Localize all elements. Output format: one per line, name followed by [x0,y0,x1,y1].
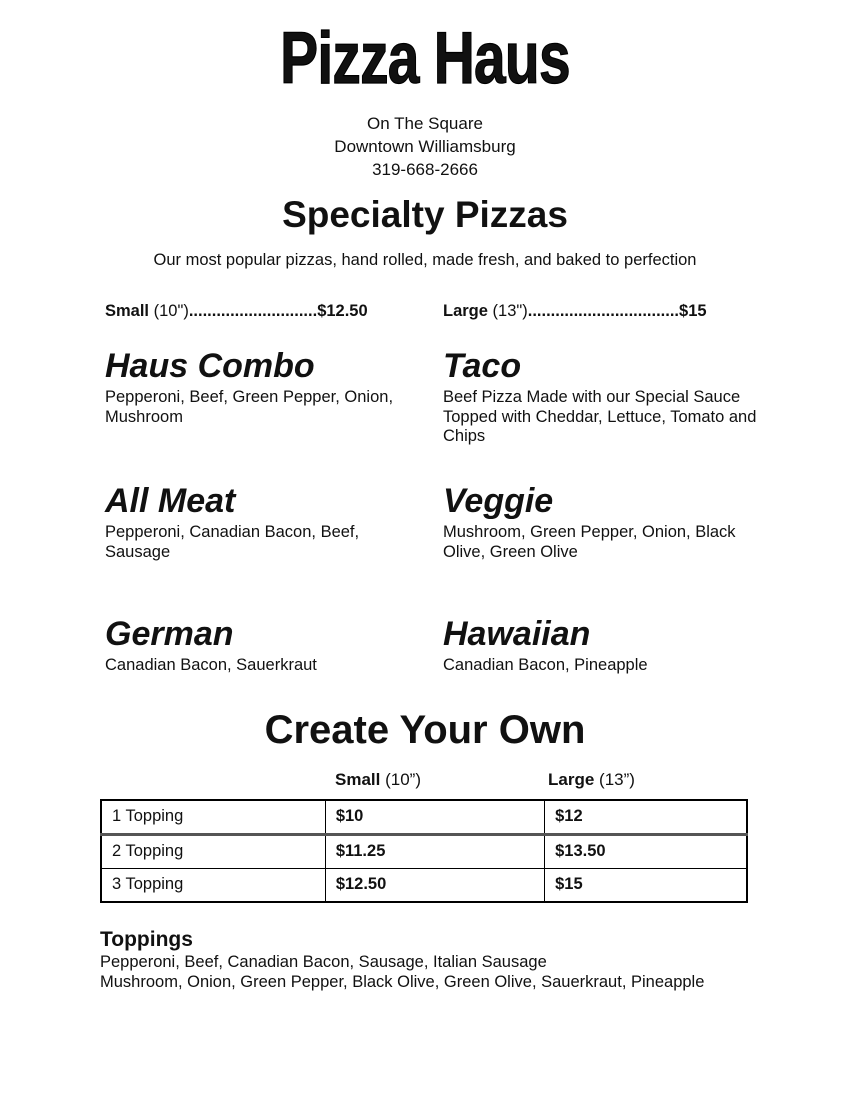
pizza-description: Canadian Bacon, Pineapple [443,656,648,674]
size-name-large: Large [443,302,488,320]
dot-leader: ............................ [188,302,318,320]
pizza-item-all-meat [105,481,405,562]
price-small: $12.50 [317,302,368,320]
pizza-item-veggie [443,481,758,562]
pizza-name: German [105,615,234,653]
table-column-header-small [335,770,421,790]
address-line-1: On The Square [367,114,483,133]
large-price-cell: $12 [545,800,747,834]
toppings-heading: Toppings [100,928,193,951]
pizza-item-hawaiian [443,614,758,676]
toppings-line-1: Pepperoni, Beef, Canadian Bacon, Sausage, Italian Sausage [100,953,547,971]
pizza-item-haus-combo [105,346,405,427]
pizza-description: Beef Pizza Made with our Special Sauce Topped with Cheddar, Lettuce, Tomato and Chips [443,388,757,445]
phone-number: 319-668-2666 [372,160,478,179]
price-large: $15 [679,302,707,320]
table-size-header [0,770,850,792]
table-column-header-large [548,770,635,790]
pizza-name: Veggie [443,482,554,520]
large-price-cell: $13.50 [545,834,747,868]
size-name-small: Small [105,302,150,320]
toppings-section [100,926,780,992]
specialty-price-large [443,302,707,321]
restaurant-title: Pizza Haus [280,18,570,99]
column-size-name: Large [548,770,595,789]
pricing-table [100,799,748,903]
address-line-2: Downtown Williamsburg [334,137,516,156]
pizza-name: Hawaiian [443,615,591,653]
specialty-price-row [0,302,850,324]
specialty-pizzas-heading: Specialty Pizzas [282,194,568,235]
dot-leader: ................................. [527,302,680,320]
toppings-line-2: Mushroom, Onion, Green Pepper, Black Olive, Green Olive, Sauerkraut, Pineapple [100,972,705,991]
table-row [101,868,747,902]
small-price-cell: $10 [325,800,544,834]
specialty-pizzas-subtitle: Our most popular pizzas, hand rolled, made fresh, and baked to perfection [153,251,697,269]
create-your-own-heading: Create Your Own [264,708,586,752]
pizza-item-german [105,614,405,676]
specialty-price-small [105,302,368,321]
size-detail-large: (13") [492,302,528,320]
pizza-name: All Meat [105,482,236,520]
restaurant-address [0,112,850,181]
table-row [101,834,747,868]
pizza-description: Canadian Bacon, Sauerkraut [105,656,317,674]
small-price-cell: $11.25 [325,834,544,868]
pizza-description: Pepperoni, Canadian Bacon, Beef, Sausage [105,523,360,561]
small-price-cell: $12.50 [325,868,544,902]
table-row [101,800,747,834]
topping-count-cell: 1 Topping [101,800,325,834]
column-size-detail: (13”) [599,770,635,789]
column-size-name: Small [335,770,381,789]
size-detail-small: (10") [153,302,189,320]
pizza-description: Mushroom, Green Pepper, Onion, Black Olive, Green Olive [443,523,736,561]
pizza-name: Taco [443,347,522,385]
pizza-item-taco [443,346,758,447]
topping-count-cell: 2 Topping [101,834,325,868]
pizza-name: Haus Combo [105,347,315,385]
large-price-cell: $15 [545,868,747,902]
pizza-description: Pepperoni, Beef, Green Pepper, Onion, Mushroom [105,388,394,426]
column-size-detail: (10”) [385,770,421,789]
topping-count-cell: 3 Topping [101,868,325,902]
